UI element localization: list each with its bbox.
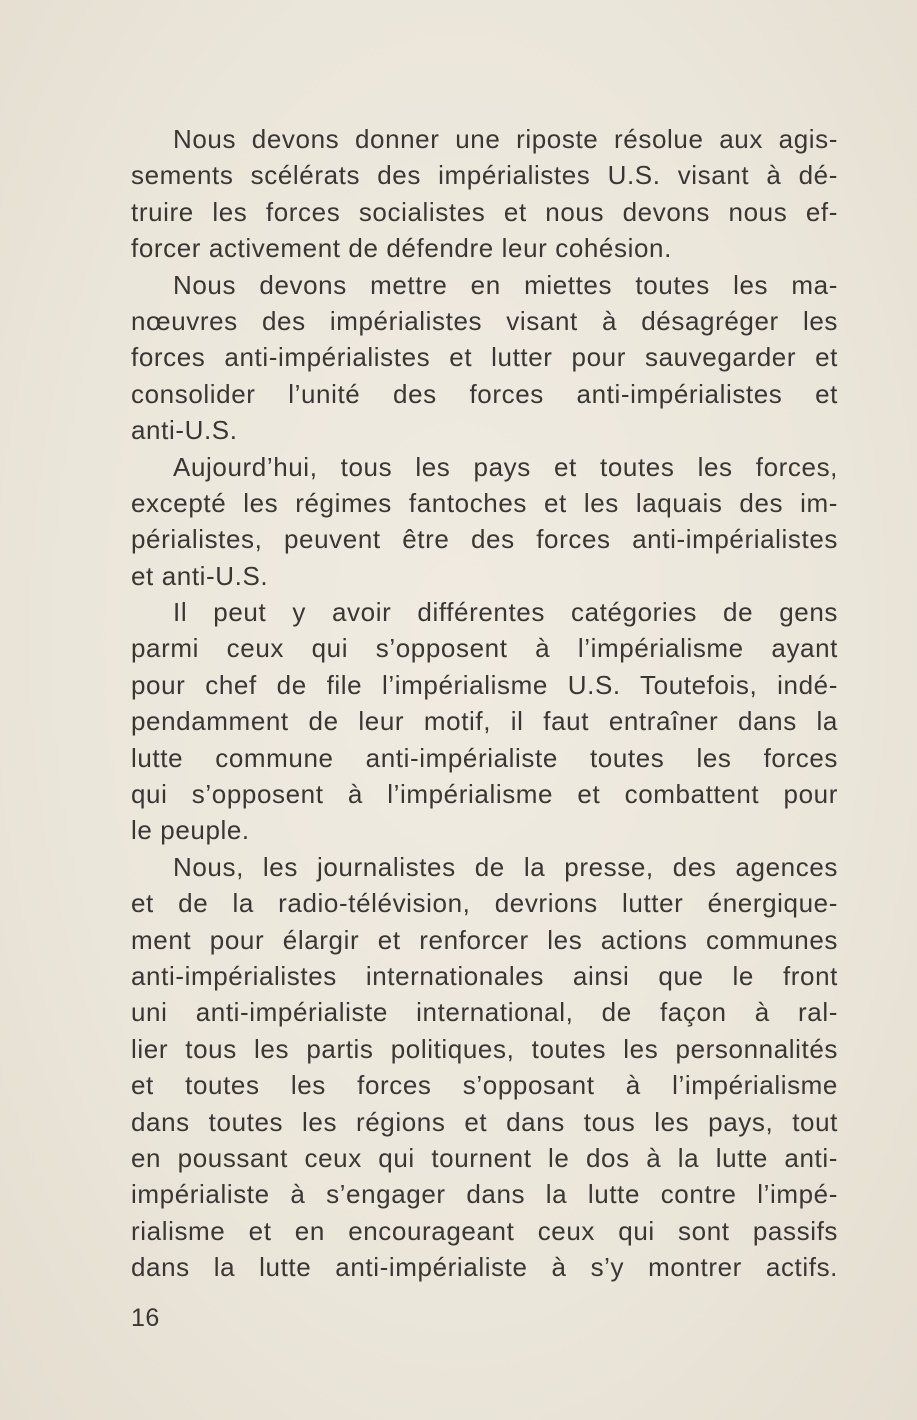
- text-line: ment pour élargir et renforcer les actions communes: [131, 924, 838, 955]
- paragraph-first-line: Nous devons donner une riposte résolue aux agis-: [173, 124, 838, 154]
- text-line: qui s’opposent à l’impérialisme et combattent pour: [131, 779, 838, 810]
- body-text: [131, 121, 838, 1286]
- text-line: lier tous les partis politiques, toutes les personnalités: [131, 1033, 838, 1064]
- paragraph-first-line: Aujourd’hui, tous les pays et toutes les forces,: [173, 451, 838, 482]
- text-line: lutte commune anti-impérialiste toutes les forces: [131, 742, 838, 773]
- text-line: périalistes, peuvent être des forces anti-impérialistes: [131, 524, 838, 555]
- paragraph-first-line: Nous devons mettre en miettes toutes les ma-: [173, 269, 838, 300]
- text-line: anti-impérialistes internationales ainsi que le front: [131, 960, 838, 991]
- paragraph-first-line: Nous, les journalistes de la presse, des agences: [173, 851, 838, 882]
- text-line: et anti-U.S.: [131, 560, 269, 591]
- text-line: le peuple.: [131, 815, 250, 846]
- text-line: pour chef de file l’impérialisme U.S. Toutefois, indé-: [131, 669, 838, 700]
- text-line: pendamment de leur motif, il faut entraîner dans la: [131, 706, 838, 737]
- paragraph-first-line: Il peut y avoir différentes catégories de gens: [173, 597, 838, 628]
- text-line: dans toutes les régions et dans tous les pays, tout: [131, 1106, 838, 1137]
- text-line: impérialiste à s’engager dans la lutte contre l’impé-: [131, 1179, 838, 1210]
- text-line: et de la radio-télévision, devrions lutter énergique-: [131, 888, 838, 919]
- text-line: uni anti-impérialiste international, de façon à ral-: [131, 997, 838, 1028]
- text-line: et toutes les forces s’opposant à l’impérialisme: [131, 1070, 838, 1101]
- text-line: excepté les régimes fantoches et les laquais des im-: [131, 487, 838, 518]
- text-line: forcer activement de défendre leur cohésion.: [131, 233, 672, 264]
- text-line: sements scélérats des impérialistes U.S. visant à dé-: [131, 160, 838, 191]
- text-line: anti-U.S.: [131, 415, 238, 446]
- text-line: en poussant ceux qui tournent le dos à la lutte anti-: [131, 1142, 838, 1173]
- text-line: consolider l’unité des forces anti-impérialistes et: [131, 378, 838, 409]
- text-line: forces anti-impérialistes et lutter pour sauvegarder et: [131, 342, 838, 373]
- page-number: 16: [131, 1304, 160, 1332]
- text-line: dans la lutte anti-impérialiste à s’y montrer actifs.: [131, 1252, 838, 1283]
- text-line: parmi ceux qui s’opposent à l’impérialisme ayant: [131, 633, 838, 664]
- text-line: nœuvres des impérialistes visant à désagréger les: [131, 305, 838, 336]
- text-line: truire les forces socialistes et nous devons nous ef-: [131, 196, 838, 227]
- text-line: rialisme et en encourageant ceux qui sont passifs: [131, 1215, 838, 1246]
